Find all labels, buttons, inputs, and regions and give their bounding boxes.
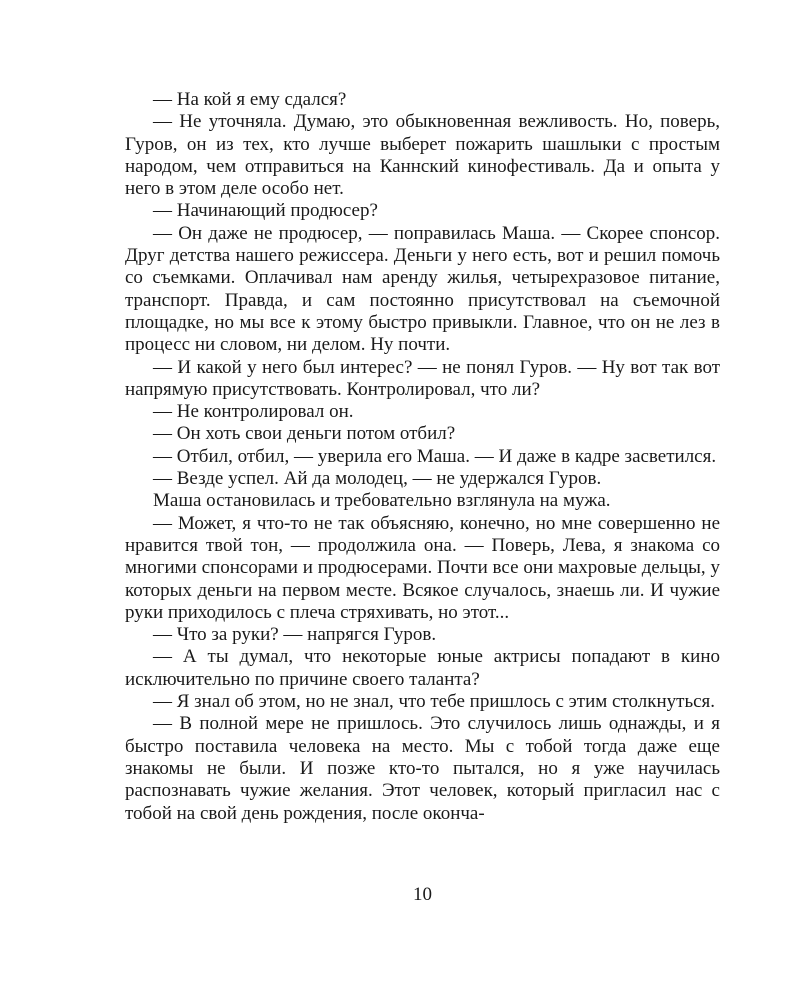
paragraph: — В полной мере не пришлось. Это случилось лишь однажды, и я быстро поставила человека на место. Мы с тобой тогда даже еще знакомы не были. И позже кто-то пытался, но я уже научилась распознавать чужие желания. Этот человек, который пригласил нас с тобой на свой день рождения, после оконча- [125,713,720,824]
paragraph: — Он хоть свои деньги потом отбил? [153,423,456,445]
paragraph: — На кой я ему сдался? [153,89,347,110]
paragraph: — Я знал об этом, но не знал, что тебе пришлось с этим столкнуться. [153,691,716,713]
paragraph: — И какой у него был интерес? — не понял Гуров. — Ну вот так вот напрямую присутствовать. Контролировал, что ли? [125,356,720,400]
paragraph: — Что за руки? — напрягся Гуров. [153,624,437,646]
paragraph: — Отбил, отбил, — уверила его Маша. — И даже в кадре засветился. [153,445,717,467]
paragraph: — Может, я что-то не так объясняю, конечно, но мне совершенно не нравится твой тон, — продолжила она. — Поверь, Лева, я знакома со многими спонсорами и продюсерами. Почти все они махровые дельцы, у которых деньги на первом месте. Всякое случалось, знаешь ли. И чужие руки приходилось с плеча стряхивать, но этот... [125,512,720,623]
paragraph: — А ты думал, что некоторые юные актрисы попадают в кино исключительно по причине своего таланта? [125,646,720,690]
body-text [125,89,720,825]
paragraph: Маша остановилась и требовательно взглянула на мужа. [153,490,611,512]
paragraph: — Начинающий продюсер? [153,200,378,222]
paragraph: — Не контролировал он. [153,401,354,423]
page-number: 10 [413,884,432,905]
paragraph: — Он даже не продюсер, — поправилась Маша. — Скорее спонсор. Друг детства нашего режиссера. Деньги у него есть, вот и решил помочь со съемками. Оплачивал нам аренду жилья, четырехразовое питание, транспорт. Правда, и сам постоянно присутствовал на съемочной площадке, но мы все к этому быстро привыкли. Главное, что он не лез в процесс ни словом, ни делом. Ну почти. [125,222,720,356]
paragraph: — Не уточняла. Думаю, это обыкновенная вежливость. Но, поверь, Гуров, он из тех, кто лучше выберет пожарить шашлыки с простым народом, чем отправиться на Каннский кинофестиваль. Да и опыта у него в этом деле особо нет. [125,111,720,200]
paragraph: — Везде успел. Ай да молодец, — не удержался Гуров. [153,468,602,490]
